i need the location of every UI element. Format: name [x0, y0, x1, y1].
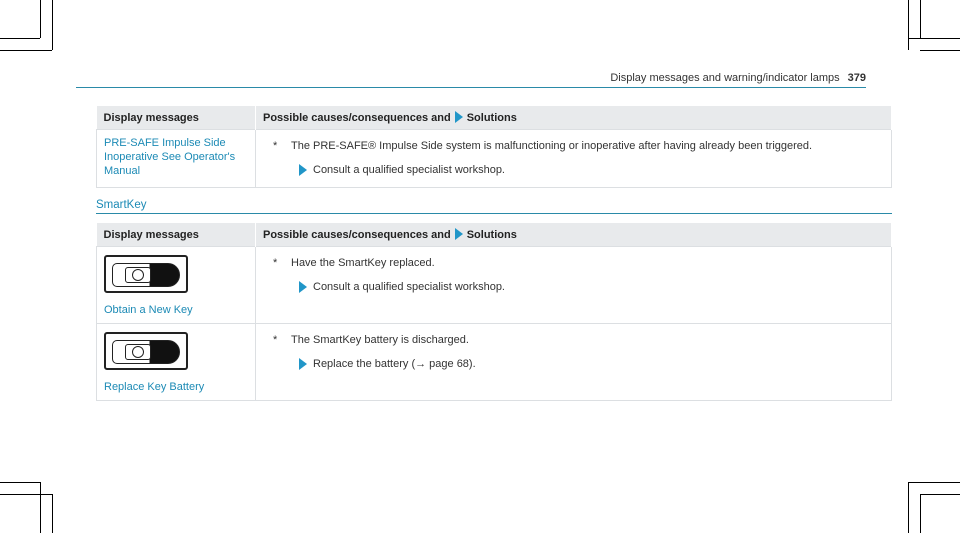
- crop-mark: [920, 50, 960, 51]
- crop-mark: [0, 50, 52, 51]
- section-rule: [96, 213, 892, 214]
- col-header-causes: [256, 223, 892, 247]
- crop-mark: [0, 38, 40, 39]
- crop-mark: [52, 494, 53, 533]
- causes-cell: [256, 130, 892, 188]
- col-header-causes-text: Possible causes/consequences and: [263, 229, 451, 241]
- solution-text: Consult a qualified specialist workshop.: [313, 281, 505, 293]
- crop-mark: [908, 482, 960, 483]
- col-header-causes-text: Possible causes/consequences and: [263, 112, 451, 124]
- header-title: Display messages and warning/indicator lamps: [610, 72, 840, 84]
- crop-mark: [908, 38, 960, 39]
- crop-mark: [908, 0, 909, 50]
- cause-note: [273, 139, 884, 153]
- display-message: Replace Key Battery: [104, 381, 205, 393]
- arrow-right-icon: [299, 281, 307, 293]
- solution-step: [273, 163, 884, 177]
- causes-cell: [256, 247, 892, 324]
- page-number: 379: [847, 72, 866, 84]
- arrow-right-icon: [299, 358, 307, 370]
- display-message: PRE-SAFE Impulse Side Inoperative See Operator's Manual: [97, 130, 256, 188]
- col-header-display-messages: Display messages: [97, 106, 256, 130]
- smartkey-icon: [104, 255, 188, 293]
- solution-step: [273, 280, 884, 294]
- cause-note: [273, 256, 884, 270]
- solution-step: [273, 357, 884, 371]
- running-header: [580, 72, 866, 84]
- crop-mark: [920, 0, 921, 38]
- col-header-solutions-text: Solutions: [466, 229, 517, 241]
- crop-mark: [40, 0, 41, 38]
- smartkey-icon: [104, 332, 188, 370]
- crop-mark: [0, 494, 52, 495]
- cause-text: The SmartKey battery is discharged.: [291, 334, 469, 346]
- crop-mark: [52, 0, 53, 50]
- table-row: [97, 247, 892, 324]
- crop-mark: [908, 482, 909, 533]
- messages-table-1: [96, 106, 892, 188]
- table-header-row: [97, 223, 892, 247]
- arrow-right-icon: [455, 111, 463, 123]
- crop-mark: [920, 494, 960, 495]
- table-row: [97, 130, 892, 188]
- col-header-causes: [256, 106, 892, 130]
- display-message-cell: [97, 324, 256, 401]
- arrow-right-icon: [299, 164, 307, 176]
- crop-mark: [920, 494, 921, 533]
- col-header-solutions-text: Solutions: [466, 112, 517, 124]
- table-row: [97, 324, 892, 401]
- table-header-row: [97, 106, 892, 130]
- asterisk-icon: *: [273, 140, 278, 152]
- asterisk-icon: *: [273, 334, 278, 346]
- header-rule: [76, 87, 866, 88]
- solution-text: Replace the battery (→ page 68).: [313, 358, 476, 370]
- display-message: Obtain a New Key: [104, 304, 193, 316]
- cause-note: [273, 333, 884, 347]
- section-title: SmartKey: [96, 199, 147, 211]
- display-message-cell: [97, 247, 256, 324]
- causes-cell: [256, 324, 892, 401]
- crop-mark: [40, 482, 41, 533]
- asterisk-icon: *: [273, 257, 278, 269]
- arrow-right-icon: [455, 228, 463, 240]
- col-header-display-messages: Display messages: [97, 223, 256, 247]
- cause-text: The PRE-SAFE® Impulse Side system is malfunctioning or inoperative after having already been triggered.: [291, 140, 813, 152]
- cause-text: Have the SmartKey replaced.: [291, 257, 435, 269]
- solution-text: Consult a qualified specialist workshop.: [313, 164, 505, 176]
- messages-table-2: [96, 223, 892, 401]
- crop-mark: [0, 482, 40, 483]
